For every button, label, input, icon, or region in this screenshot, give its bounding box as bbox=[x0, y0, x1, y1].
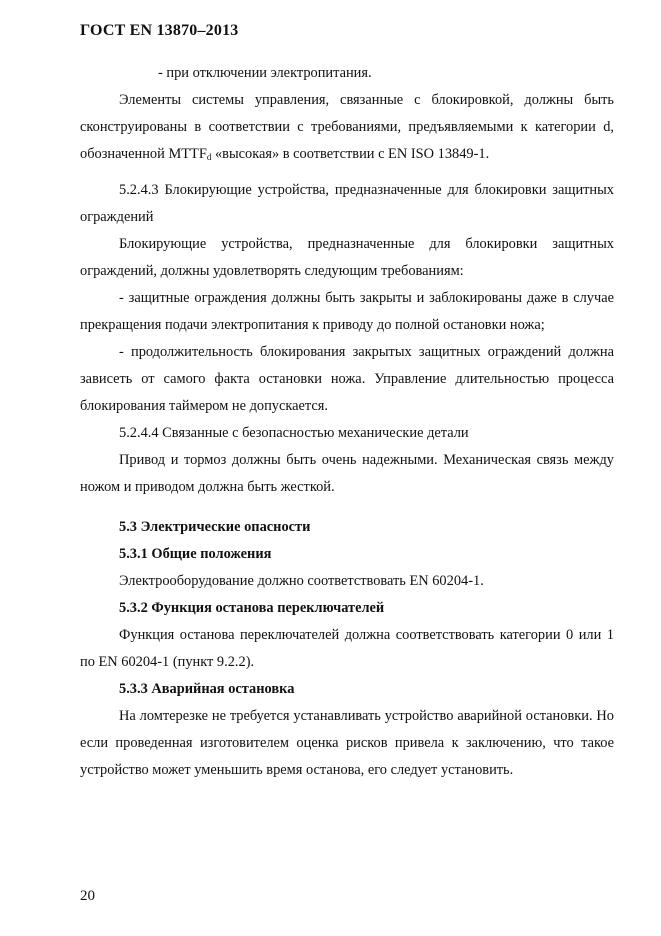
paragraph-5-2-4-3-item-1: - защитные ограждения должны быть закрыты и заблокированы даже в случае прекращения подачи электропитания к приводу до полной остановки ножа; bbox=[80, 290, 614, 333]
paragraph-control-elements-text: Элементы системы управления, связанные с блокировкой, должны быть сконструированы в соответствии с требованиями, предъявляемыми к категории d, обозначенной bbox=[80, 92, 614, 162]
heading-5-2-4-3: 5.2.4.3 Блокирующие устройства, предназначенные для блокировки защитных ограждений bbox=[80, 182, 614, 225]
mttf-subscript: d bbox=[206, 152, 212, 162]
paragraph-5-3-1: Электрооборудование должно соответствовать EN 60204-1. bbox=[119, 573, 484, 589]
paragraph-control-elements-tail: «высокая» в соответствии с EN ISO 13849-1. bbox=[214, 146, 490, 162]
heading-5-3-3: 5.3.3 Аварийная остановка bbox=[119, 681, 295, 697]
paragraph-5-2-4-3-intro: Блокирующие устройства, предназначенные для блокировки защитных ограждений, должны удовлетворять следующим требованиям: bbox=[80, 236, 614, 279]
list-item-power-off: - при отключении электропитания. bbox=[158, 65, 372, 81]
heading-5-3: 5.3 Электрические опасности bbox=[119, 519, 311, 535]
page-number: 20 bbox=[80, 888, 95, 904]
heading-5-3-1: 5.3.1 Общие положения bbox=[119, 546, 272, 562]
paragraph-control-elements bbox=[80, 87, 614, 168]
paragraph-5-2-4-3-item-2: - продолжительность блокирования закрытых защитных ограждений должна зависеть от самого факта остановки ножа. Управление длительностью процесса блокирования таймером не допускается. bbox=[80, 344, 614, 414]
mttf-base: MTTF bbox=[168, 146, 207, 162]
paragraph-5-2-4-4: Привод и тормоз должны быть очень надежными. Механическая связь между ножом и приводом должна быть жесткой. bbox=[80, 452, 614, 495]
heading-5-3-2: 5.3.2 Функция останова переключателей bbox=[119, 600, 385, 616]
document-header: ГОСТ EN 13870–2013 bbox=[80, 22, 239, 39]
mttf-label bbox=[168, 146, 211, 162]
heading-5-2-4-4: 5.2.4.4 Связанные с безопасностью механические детали bbox=[119, 425, 469, 441]
paragraph-5-3-2: Функция останова переключателей должна соответствовать категории 0 или 1 по EN 60204-1 (пункт 9.2.2). bbox=[80, 627, 614, 670]
paragraph-5-3-3: На ломтерезке не требуется устанавливать устройство аварийной остановки. Но если проведенная изготовителем оценка рисков привела к заключению, что такое устройство может уменьшить время останова, его следует установить. bbox=[80, 708, 614, 778]
document-body bbox=[80, 60, 614, 784]
